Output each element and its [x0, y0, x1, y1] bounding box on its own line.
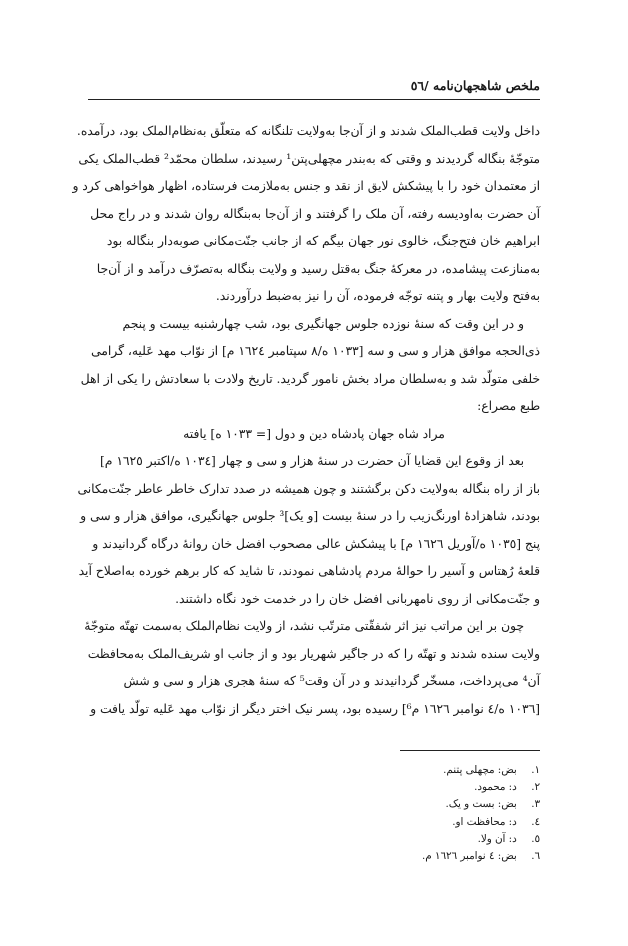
text-line: آن⁴ می‌پرداخت، مسخّر گردانیدند و در آن وقت⁵ که سنهٔ هجری هزار و سی و شش [123, 674, 540, 688]
text-line: آن حضرت به‌اودیسه رفته، آن ملک را گرفتند و از آن‌جا به‌بنگاله روان شدند و در راج محل [90, 206, 540, 221]
footnote-number: ٤. [531, 815, 540, 828]
text-line: متوجّهٔ بنگاله گردیدند و وقتی که به‌بندر مچهلی‌پتن¹ رسیدند، سلطان محمّد² قطب‌الملک یکی [78, 151, 540, 166]
footnote [88, 796, 540, 813]
text-line: باز از راه بنگاله به‌ولایت دکن برگشتند و چون همیشه در صدد تدارک خاطر عاطر جنّت‌مکانی [77, 481, 540, 496]
text-line: بعد از وقوع این قضایا آن حضرت در سنهٔ هزار و سی و چهار [١٠٣٤ ه/اکتبر ١٦٢٥ م] [99, 454, 524, 468]
footnote-text: د: محمود. [474, 781, 517, 794]
footnote-number: ٣. [531, 798, 540, 811]
footnote [88, 848, 540, 865]
text-line: مراد شاه جهان پادشاه دین و دول [= ١٠٣٣ ه] یافته [183, 426, 445, 441]
footnote-text: بض: بست و یک. [445, 798, 517, 811]
text-line: و در این وقت که سنهٔ نوزده جلوس جهانگیری بود، شب چهارشنبه بیست و پنجم [122, 316, 524, 331]
text-line: به‌فتح ولایت بهار و پتنه توجّه فرموده، آن را نیز به‌ضبط درآوردند. [215, 289, 540, 303]
text-line: قلعهٔ رُهتاس و آسیر را حوالهٔ مردم پادشاهی نمودند، تا شاید که کار برهم خورده به‌اصلاح آید [78, 564, 540, 578]
running-header: ملخص شاهجهان‌نامه /٥٦ [410, 78, 540, 93]
footnote [88, 814, 540, 831]
footnote-text: بض: ٤ نوامبر ١٦٢٦ م. [422, 850, 517, 863]
footnotes [88, 762, 540, 865]
header-rule [88, 99, 540, 100]
text-line: [١٠٣٦ ه/٤ نوامبر ١٦٢٦ م⁶] رسیده بود، پسر نیک اختر دیگر از نوّاب مهد عَلیه تولّد یافت و [90, 701, 540, 716]
text-line: از معتمدان خود را با پیشکش لایق از نقد و جنس به‌ملازمت فرستاده، اظهار هواخواهی کرد و [72, 179, 540, 193]
body-text [72, 118, 540, 723]
text-line: ولایت سنده شدند و تهتّه را که در جاگیر شهریار بود و از جانب او شریف‌الملک به‌محافظت [87, 646, 540, 661]
footnote-number: ٢. [531, 781, 540, 794]
text-line: داخل ولایت قطب‌الملک شدند و از آن‌جا به‌ولایت تلنگانه که متعلّق به‌نظام‌الملک بود، درآمده. [76, 124, 540, 138]
footnote-text: د: محافظت او. [452, 815, 517, 828]
footnote-rule [400, 750, 540, 751]
footnote-number: ١. [531, 764, 540, 776]
text-line: ذی‌الحجه موافق هزار و سی و سه [١٠٣٣ ه/٨ سپتامبر ١٦٢٤ م] از نوّاب مهد عَلیه، گرامی [91, 344, 540, 358]
text-line: ابراهیم خان فتح‌جنگ، خالوی نور جهان بیگم که از جانب جنّت‌مکانی صوبه‌دار بنگاله بود [106, 234, 540, 248]
text-line: چون بر این مراتب نیز اثر شفقّتی مترتّب نشد، از ولایت نظام‌الملک به‌سمت تهتّه متوجّهٔ [84, 619, 524, 633]
text-line: طبع مصراع: [477, 399, 540, 413]
footnote [88, 779, 540, 796]
footnote [88, 762, 540, 779]
text-line: به‌منازعت پیشامده، در معرکهٔ جنگ به‌قتل رسید و ولایت بنگاله به‌تصرّف درآمد و از آن‌جا [96, 261, 540, 276]
footnote-text: بض: مچهلی پتنم. [443, 764, 517, 776]
footnote-text: د: آن ولا. [477, 832, 517, 845]
text-line: خلفی متولّد شد و به‌سلطان مراد بخش نامور گردید. تاریخ ولادت با سعادتش را یکی از اهل [80, 371, 540, 386]
text-line: بودند، شاهزادهٔ اورنگ‌زیب را در سنهٔ بیست [و یک]³ جلوس جهانگیری، موافق هزار و سی و [80, 509, 540, 523]
footnote [88, 831, 540, 848]
text-line: پنج [١٠٣٥ ه/آوریل ١٦٢٦ م] با پیشکش عالی مصحوب افضل خان روانهٔ درگاه گردانیدند و [92, 536, 540, 551]
footnote-number: ٦. [531, 850, 540, 863]
text-line: و جنّت‌مکانی از روی نامهربانی افضل خان را در خدمت خود نگاه داشتند. [175, 591, 540, 606]
footnote-number: ٥. [531, 832, 540, 845]
